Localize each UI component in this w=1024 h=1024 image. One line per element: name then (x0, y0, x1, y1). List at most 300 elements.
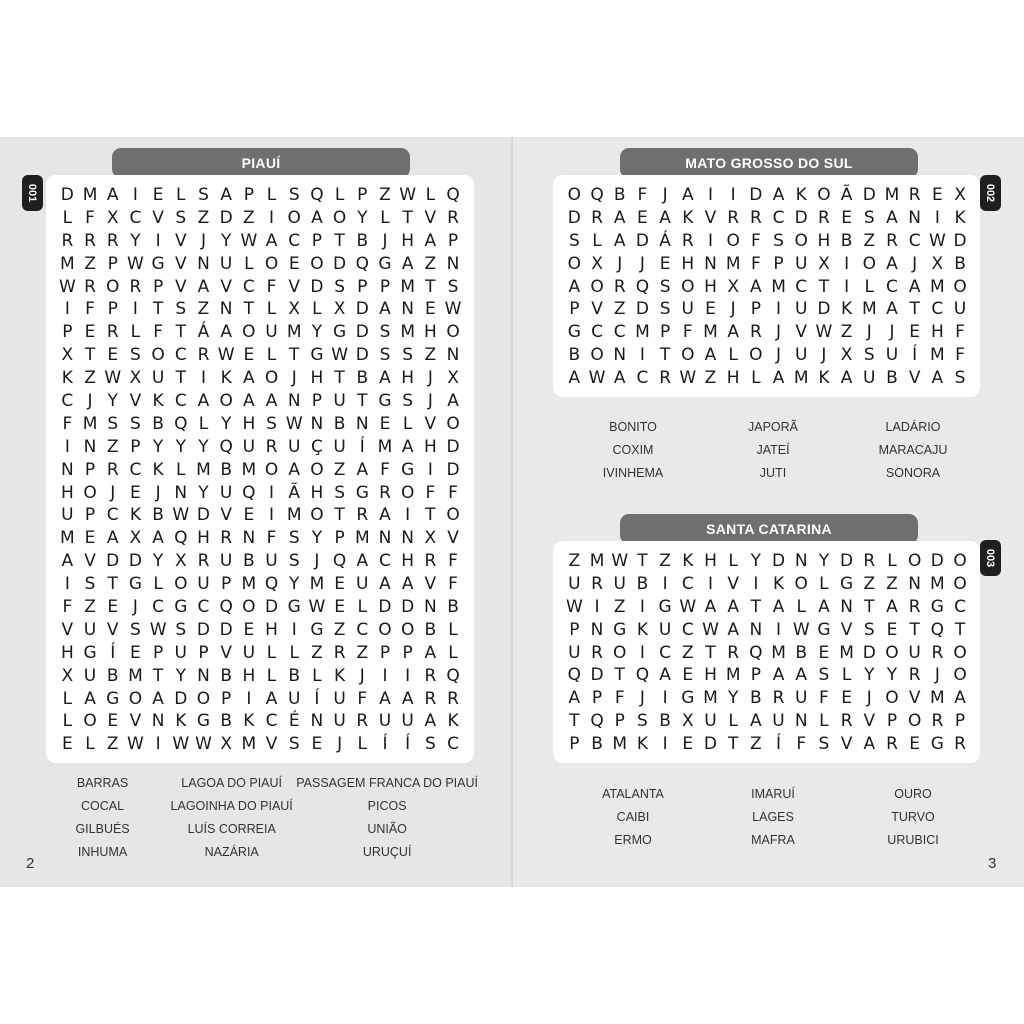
grid-letter[interactable]: N (197, 253, 210, 274)
grid-letter[interactable]: P (107, 299, 118, 320)
grid-letter[interactable]: Z (379, 185, 391, 205)
grid-letter[interactable]: D (953, 230, 967, 251)
grid-letter[interactable]: C (356, 619, 369, 640)
grid-letter[interactable]: P (886, 711, 898, 732)
grid-letter[interactable]: U (333, 391, 346, 412)
grid-letter[interactable]: A (311, 207, 323, 228)
grid-letter[interactable]: U (242, 642, 256, 663)
grid-letter[interactable]: P (773, 253, 784, 274)
grid-letter[interactable]: A (197, 276, 210, 297)
grid-letter[interactable]: J (934, 665, 940, 686)
grid-letter[interactable]: X (174, 551, 187, 572)
grid-letter[interactable]: E (288, 253, 300, 274)
grid-letter[interactable]: U (908, 642, 921, 663)
grid-letter[interactable]: A (379, 368, 391, 389)
grid-letter[interactable]: F (796, 734, 807, 755)
grid-letter[interactable]: G (355, 482, 369, 503)
grid-letter[interactable]: R (265, 436, 278, 457)
grid-letter[interactable]: G (840, 573, 854, 594)
grid-letter[interactable]: T (357, 391, 368, 412)
grid-letter[interactable]: A (772, 665, 785, 686)
grid-letter[interactable]: F (380, 459, 390, 480)
grid-letter[interactable]: M (377, 436, 393, 457)
grid-letter[interactable]: R (727, 207, 740, 228)
grid-letter[interactable]: E (841, 207, 852, 228)
grid-letter[interactable]: I (269, 207, 275, 228)
grid-letter[interactable]: E (334, 597, 345, 618)
grid-letter[interactable]: V (220, 505, 232, 526)
grid-letter[interactable]: X (840, 345, 853, 366)
grid-letter[interactable]: I (132, 299, 138, 320)
grid-letter[interactable]: G (174, 597, 188, 618)
grid-letter[interactable]: K (636, 734, 648, 755)
grid-letter[interactable]: M (793, 368, 809, 389)
grid-letter[interactable]: L (85, 734, 95, 755)
grid-letter[interactable]: R (908, 596, 921, 617)
grid-letter[interactable]: Z (333, 459, 346, 480)
grid-letter[interactable]: S (818, 734, 830, 755)
grid-letter[interactable]: Z (333, 619, 346, 640)
grid-letter[interactable]: P (954, 711, 966, 732)
grid-letter[interactable]: H (817, 230, 831, 251)
grid-letter[interactable]: A (613, 207, 626, 228)
grid-letter[interactable]: V (174, 253, 187, 274)
grid-letter[interactable]: T (84, 345, 96, 366)
grid-letter[interactable]: E (334, 574, 345, 595)
grid-letter[interactable]: I (753, 573, 759, 594)
grid-letter[interactable]: R (886, 734, 898, 755)
grid-letter[interactable]: Y (175, 436, 186, 457)
grid-letter[interactable]: O (310, 459, 324, 480)
grid-letter[interactable]: N (60, 459, 74, 480)
grid-letter[interactable]: R (106, 322, 119, 343)
grid-letter[interactable]: M (241, 734, 257, 755)
grid-letter[interactable]: S (379, 345, 391, 366)
grid-letter[interactable]: J (110, 482, 116, 503)
grid-letter[interactable]: M (725, 665, 741, 686)
grid-letter[interactable]: H (423, 322, 437, 343)
grid-letter[interactable]: S (84, 574, 96, 595)
grid-letter[interactable]: Y (152, 436, 164, 457)
grid-letter[interactable]: R (613, 276, 626, 297)
grid-letter[interactable]: M (60, 528, 75, 549)
grid-letter[interactable]: R (727, 642, 740, 663)
grid-letter[interactable]: J (639, 688, 645, 709)
grid-letter[interactable]: M (286, 322, 302, 343)
grid-letter[interactable]: A (704, 345, 717, 366)
grid-letter[interactable]: K (152, 391, 164, 412)
grid-letter[interactable]: N (840, 596, 853, 617)
grid-letter[interactable]: J (155, 482, 161, 503)
grid-letter[interactable]: V (174, 276, 187, 297)
grid-letter[interactable]: J (662, 185, 668, 205)
grid-letter[interactable]: M (771, 642, 786, 663)
grid-letter[interactable]: P (569, 734, 580, 755)
grid-letter[interactable]: A (401, 688, 414, 709)
grid-letter[interactable]: N (378, 528, 392, 549)
grid-letter[interactable]: N (423, 597, 437, 618)
grid-letter[interactable]: K (636, 619, 648, 640)
grid-letter[interactable]: G (567, 322, 581, 343)
grid-letter[interactable]: A (401, 574, 414, 595)
grid-letter[interactable]: R (106, 459, 119, 480)
grid-letter[interactable]: A (750, 711, 762, 732)
grid-letter[interactable]: S (402, 345, 414, 366)
grid-letter[interactable]: P (152, 642, 164, 663)
grid-letter[interactable]: T (243, 299, 255, 320)
grid-letter[interactable]: F (750, 230, 761, 251)
grid-letter[interactable]: E (130, 642, 141, 663)
grid-letter[interactable]: A (568, 688, 581, 709)
grid-letter[interactable]: W (611, 551, 629, 571)
grid-letter[interactable]: O (885, 688, 899, 709)
grid-letter[interactable]: E (130, 482, 141, 503)
grid-letter[interactable]: Q (264, 574, 279, 595)
grid-letter[interactable]: D (355, 322, 369, 343)
grid-letter[interactable]: U (61, 505, 74, 526)
grid-letter[interactable]: F (357, 688, 368, 709)
grid-letter[interactable]: P (311, 230, 323, 251)
grid-letter[interactable]: S (175, 207, 187, 228)
grid-letter[interactable]: C (61, 391, 74, 412)
grid-letter[interactable]: O (128, 688, 143, 709)
grid-letter[interactable]: V (174, 230, 187, 251)
grid-letter[interactable]: É (288, 711, 300, 732)
grid-letter[interactable]: F (819, 688, 829, 709)
grid-letter[interactable]: D (333, 253, 347, 274)
grid-letter[interactable]: L (448, 619, 458, 640)
grid-letter[interactable]: E (84, 528, 96, 549)
grid-letter[interactable]: D (355, 299, 369, 320)
grid-letter[interactable]: Y (727, 688, 739, 709)
grid-letter[interactable]: R (908, 665, 921, 686)
grid-letter[interactable]: H (401, 230, 415, 251)
grid-letter[interactable]: X (931, 253, 944, 274)
grid-letter[interactable]: Y (818, 551, 830, 571)
grid-letter[interactable]: F (62, 413, 73, 434)
grid-letter[interactable]: J (821, 345, 827, 366)
grid-letter[interactable]: T (152, 665, 164, 686)
grid-letter[interactable]: I (707, 230, 713, 251)
grid-letter[interactable]: V (863, 711, 876, 732)
grid-letter[interactable]: E (705, 299, 716, 320)
grid-letter[interactable]: O (749, 345, 763, 366)
grid-letter[interactable]: C (129, 207, 142, 228)
grid-letter[interactable]: O (953, 551, 967, 571)
grid-letter[interactable]: B (568, 345, 581, 366)
grid-letter[interactable]: P (379, 642, 391, 663)
grid-letter[interactable]: O (862, 253, 876, 274)
grid-letter[interactable]: X (591, 253, 603, 274)
grid-letter[interactable]: A (152, 528, 164, 549)
grid-letter[interactable]: M (309, 574, 325, 595)
grid-letter[interactable]: Q (242, 482, 256, 503)
grid-letter[interactable]: J (200, 230, 206, 251)
grid-letter[interactable]: L (380, 207, 390, 228)
grid-letter[interactable]: X (129, 368, 142, 389)
grid-letter[interactable]: O (287, 207, 301, 228)
grid-letter[interactable]: K (175, 711, 187, 732)
grid-letter[interactable]: M (884, 185, 900, 205)
grid-letter[interactable]: E (243, 345, 255, 366)
grid-letter[interactable]: B (750, 688, 762, 709)
grid-letter[interactable]: A (106, 185, 119, 205)
grid-letter[interactable]: P (84, 505, 96, 526)
grid-letter[interactable]: E (659, 253, 671, 274)
grid-letter[interactable]: S (818, 665, 830, 686)
grid-letter[interactable]: F (62, 597, 73, 618)
grid-letter[interactable]: O (885, 642, 899, 663)
grid-letter[interactable]: O (446, 322, 460, 343)
grid-letter[interactable]: S (198, 185, 209, 205)
grid-letter[interactable]: E (243, 619, 255, 640)
grid-letter[interactable]: J (427, 391, 433, 412)
grid-letter[interactable]: R (659, 368, 671, 389)
grid-letter[interactable]: O (590, 345, 604, 366)
grid-letter[interactable]: L (864, 276, 875, 297)
grid-letter[interactable]: N (174, 482, 188, 503)
grid-letter[interactable]: N (401, 528, 415, 549)
grid-letter[interactable]: Z (311, 642, 323, 663)
grid-letter[interactable]: L (62, 688, 73, 709)
grid-letter[interactable]: F (85, 299, 95, 320)
grid-letter[interactable]: W (928, 230, 946, 251)
grid-letter[interactable]: G (196, 711, 211, 732)
grid-letter[interactable]: R (886, 230, 898, 251)
grid-letter[interactable]: K (220, 368, 232, 389)
grid-letter[interactable]: A (772, 185, 785, 205)
grid-letter[interactable]: C (659, 642, 672, 663)
grid-letter[interactable]: W (588, 368, 606, 389)
grid-letter[interactable]: S (175, 619, 187, 640)
grid-letter[interactable]: B (591, 734, 603, 755)
grid-letter[interactable]: U (794, 688, 808, 709)
grid-letter[interactable]: C (591, 322, 603, 343)
grid-letter[interactable]: Y (130, 230, 141, 251)
grid-letter[interactable]: P (569, 299, 580, 320)
grid-letter[interactable]: E (379, 413, 391, 434)
grid-letter[interactable]: L (312, 299, 322, 320)
grid-letter[interactable]: S (379, 322, 391, 343)
grid-letter[interactable]: A (818, 596, 830, 617)
grid-letter[interactable]: K (682, 551, 694, 571)
grid-letter[interactable]: V (727, 573, 739, 594)
grid-letter[interactable]: Ã (288, 482, 301, 503)
grid-letter[interactable]: T (659, 345, 671, 366)
grid-letter[interactable]: Y (311, 322, 323, 343)
grid-letter[interactable]: Y (886, 665, 898, 686)
grid-letter[interactable]: T (614, 665, 625, 686)
grid-letter[interactable]: F (682, 322, 693, 343)
grid-letter[interactable]: G (310, 345, 324, 366)
grid-letter[interactable]: S (107, 413, 119, 434)
grid-letter[interactable]: G (83, 642, 97, 663)
grid-letter[interactable]: G (310, 619, 324, 640)
grid-letter[interactable]: H (704, 551, 717, 571)
grid-letter[interactable]: T (705, 642, 716, 663)
grid-letter[interactable]: Á (197, 322, 210, 343)
grid-letter[interactable]: L (751, 368, 761, 389)
grid-letter[interactable]: L (425, 185, 436, 205)
grid-letter[interactable]: W (172, 734, 190, 755)
grid-letter[interactable]: P (84, 459, 96, 480)
grid-letter[interactable]: Z (197, 207, 210, 228)
grid-letter[interactable]: D (128, 551, 142, 572)
grid-letter[interactable]: E (931, 185, 943, 205)
grid-letter[interactable]: K (61, 368, 73, 389)
grid-letter[interactable]: I (730, 185, 736, 205)
grid-letter[interactable]: O (400, 619, 415, 640)
grid-letter[interactable]: J (291, 368, 297, 389)
grid-letter[interactable]: M (771, 276, 786, 297)
grid-letter[interactable]: Q (219, 597, 233, 618)
grid-letter[interactable]: R (61, 230, 74, 251)
grid-letter[interactable]: F (614, 688, 625, 709)
grid-letter[interactable]: V (840, 734, 853, 755)
grid-letter[interactable]: Q (590, 711, 604, 732)
grid-letter[interactable]: I (844, 276, 850, 297)
grid-letter[interactable]: R (197, 551, 210, 572)
grid-letter[interactable]: Z (84, 253, 96, 274)
grid-letter[interactable]: T (175, 322, 186, 343)
grid-letter[interactable]: Ç (310, 436, 323, 457)
grid-letter[interactable]: X (129, 528, 142, 549)
grid-letter[interactable]: M (930, 688, 945, 709)
grid-letter[interactable]: J (889, 322, 895, 343)
grid-letter[interactable]: O (590, 276, 604, 297)
grid-letter[interactable]: N (446, 253, 460, 274)
grid-letter[interactable]: A (447, 391, 459, 412)
grid-letter[interactable]: B (424, 619, 437, 640)
grid-letter[interactable]: B (659, 711, 671, 732)
grid-letter[interactable]: V (424, 413, 437, 434)
grid-letter[interactable]: Z (613, 299, 626, 320)
grid-letter[interactable]: A (379, 574, 391, 595)
grid-letter[interactable]: N (197, 665, 210, 686)
grid-letter[interactable]: T (425, 276, 436, 297)
grid-letter[interactable]: V (265, 734, 278, 755)
grid-letter[interactable]: R (772, 688, 785, 709)
grid-letter[interactable]: M (241, 459, 257, 480)
grid-letter[interactable]: B (220, 665, 232, 686)
grid-letter[interactable]: W (331, 345, 348, 366)
grid-letter[interactable]: O (264, 459, 279, 480)
grid-letter[interactable]: Z (424, 253, 437, 274)
grid-letter[interactable]: P (750, 299, 761, 320)
grid-letter[interactable]: A (863, 734, 876, 755)
grid-letter[interactable]: I (639, 345, 645, 366)
grid-letter[interactable]: V (840, 619, 853, 640)
grid-letter[interactable]: A (288, 459, 301, 480)
grid-letter[interactable]: A (152, 688, 164, 709)
grid-letter[interactable]: F (955, 345, 965, 366)
grid-letter[interactable]: H (401, 551, 415, 572)
grid-letter[interactable]: R (749, 322, 762, 343)
grid-letter[interactable]: S (863, 619, 875, 640)
grid-letter[interactable]: W (217, 345, 235, 366)
grid-letter[interactable]: O (400, 482, 415, 503)
grid-letter[interactable]: H (681, 253, 695, 274)
grid-letter[interactable]: C (931, 299, 944, 320)
grid-letter[interactable]: C (242, 276, 255, 297)
grid-letter[interactable]: A (243, 368, 255, 389)
grid-letter[interactable]: Q (446, 185, 460, 205)
grid-letter[interactable]: U (219, 551, 233, 572)
grid-letter[interactable]: K (841, 299, 853, 320)
grid-letter[interactable]: S (954, 368, 966, 389)
grid-letter[interactable]: J (639, 253, 645, 274)
grid-letter[interactable]: G (128, 574, 142, 595)
grid-letter[interactable]: S (266, 413, 277, 434)
grid-letter[interactable]: V (591, 299, 603, 320)
grid-letter[interactable]: O (953, 276, 967, 297)
grid-letter[interactable]: D (635, 230, 649, 251)
grid-letter[interactable]: T (425, 505, 436, 526)
grid-letter[interactable]: G (817, 619, 831, 640)
grid-letter[interactable]: Y (311, 528, 323, 549)
grid-letter[interactable]: O (681, 276, 695, 297)
grid-letter[interactable]: N (908, 573, 922, 594)
grid-letter[interactable]: H (401, 368, 415, 389)
grid-letter[interactable]: W (565, 596, 583, 617)
grid-letter[interactable]: A (401, 253, 414, 274)
grid-letter[interactable]: U (794, 345, 808, 366)
grid-letter[interactable]: N (401, 299, 415, 320)
grid-letter[interactable]: Z (424, 345, 437, 366)
grid-letter[interactable]: U (772, 711, 785, 732)
grid-letter[interactable]: R (106, 230, 119, 251)
grid-letter[interactable]: O (567, 185, 582, 205)
grid-letter[interactable]: R (197, 345, 210, 366)
grid-letter[interactable]: U (356, 574, 369, 595)
grid-letter[interactable]: W (679, 596, 697, 617)
grid-letter[interactable]: P (357, 276, 368, 297)
grid-letter[interactable]: U (568, 573, 581, 594)
grid-letter[interactable]: R (379, 482, 391, 503)
grid-letter[interactable]: G (613, 619, 627, 640)
grid-letter[interactable]: A (840, 368, 853, 389)
grid-letter[interactable]: D (446, 459, 460, 480)
grid-letter[interactable]: O (219, 391, 233, 412)
grid-letter[interactable]: D (196, 505, 211, 526)
grid-letter[interactable]: O (83, 711, 97, 732)
grid-letter[interactable]: O (794, 573, 808, 594)
grid-letter[interactable]: T (402, 207, 413, 228)
grid-letter[interactable]: A (750, 276, 762, 297)
grid-letter[interactable]: I (155, 734, 161, 755)
grid-letter[interactable]: D (355, 345, 369, 366)
grid-letter[interactable]: I (594, 596, 600, 617)
grid-letter[interactable]: L (266, 345, 277, 366)
grid-letter[interactable]: A (220, 322, 232, 343)
grid-letter[interactable]: Z (886, 573, 898, 594)
grid-letter[interactable]: L (312, 665, 322, 686)
grid-letter[interactable]: U (401, 711, 414, 732)
grid-letter[interactable]: M (839, 642, 854, 663)
grid-letter[interactable]: M (930, 276, 945, 297)
grid-letter[interactable]: J (382, 230, 388, 251)
grid-letter[interactable]: M (861, 299, 877, 320)
grid-letter[interactable]: M (725, 253, 741, 274)
grid-letter[interactable]: M (703, 322, 718, 343)
grid-letter[interactable]: O (264, 253, 279, 274)
grid-letter[interactable]: C (772, 207, 785, 228)
grid-letter[interactable]: N (590, 619, 604, 640)
grid-letter[interactable]: I (405, 665, 411, 686)
grid-letter[interactable]: S (288, 551, 300, 572)
grid-letter[interactable]: U (333, 688, 346, 709)
grid-letter[interactable]: D (196, 619, 211, 640)
